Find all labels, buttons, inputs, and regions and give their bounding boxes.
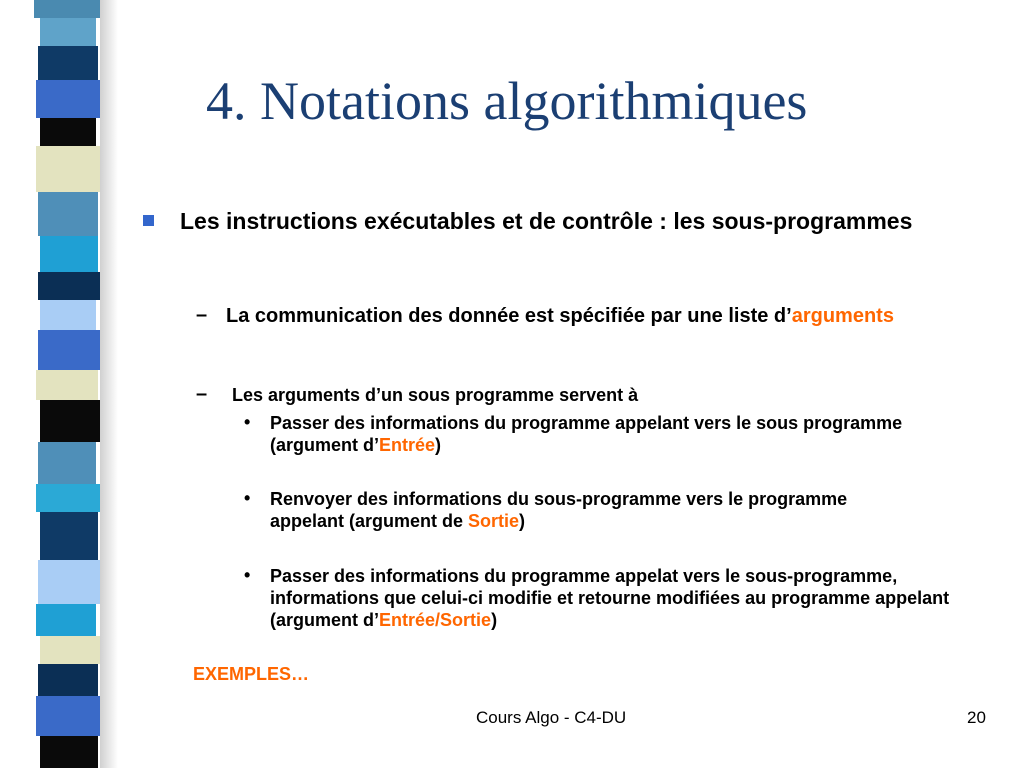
strip-band xyxy=(38,560,100,604)
bullet-level1: Les instructions exécutables et de contrôle : les sous-programmes xyxy=(180,208,913,234)
strip-band xyxy=(36,696,100,736)
highlight-arguments: arguments xyxy=(791,305,894,327)
bullet-level3-2 xyxy=(270,488,890,532)
strip-band xyxy=(36,80,100,118)
strip-band xyxy=(36,604,96,636)
strip-band xyxy=(38,46,98,80)
slide-title: 4. Notations algorithmiques xyxy=(206,71,808,131)
item-text: Passer des informations du programme appelant vers le sous programme (argument d’ xyxy=(270,413,903,455)
bullet-text: La communication des donnée est spécifiée par une liste d’ xyxy=(226,305,792,327)
square-bullet-icon xyxy=(143,215,154,226)
strip-band xyxy=(36,484,100,512)
decorative-strip xyxy=(0,0,118,768)
bullet-level3-3 xyxy=(270,565,950,631)
strip-band xyxy=(40,300,96,330)
strip-band xyxy=(36,370,98,400)
dash-bullet-icon: – xyxy=(196,383,208,405)
dash-bullet-icon: – xyxy=(196,304,208,326)
strip-band xyxy=(38,330,100,370)
strip-band xyxy=(40,18,96,46)
dot-bullet-icon: • xyxy=(244,488,251,508)
strip-shadow xyxy=(100,0,118,768)
strip-band xyxy=(38,192,98,236)
highlight-entree-sortie: Entrée/Sortie xyxy=(379,610,492,630)
strip-band xyxy=(40,512,98,560)
bullet-level2-2: Les arguments d’un sous programme servent à xyxy=(232,385,639,405)
item-text: Renvoyer des informations du sous-programme vers le programme appelant (argument de xyxy=(270,489,848,531)
item-text: Passer des informations du programme appelat vers le sous-programme, informations que celui-ci modifie et retourne modifiées au programme appelant (argument d’ xyxy=(270,566,950,630)
strip-band xyxy=(40,736,98,768)
strip-band xyxy=(38,664,98,696)
strip-band xyxy=(40,236,98,272)
strip-band xyxy=(38,272,100,300)
item-suffix: ) xyxy=(491,610,498,630)
highlight-sortie: Sortie xyxy=(468,511,520,531)
strip-band xyxy=(40,636,100,664)
examples-label: EXEMPLES… xyxy=(193,664,310,684)
highlight-entree: Entrée xyxy=(379,435,436,455)
page-number: 20 xyxy=(967,708,986,727)
item-suffix: ) xyxy=(519,511,526,531)
strip-band xyxy=(34,0,100,18)
dot-bullet-icon: • xyxy=(244,565,251,585)
item-suffix: ) xyxy=(435,435,442,455)
footer-course: Cours Algo - C4-DU xyxy=(476,708,627,727)
strip-band xyxy=(40,400,100,442)
strip-band xyxy=(40,118,96,146)
strip-band xyxy=(38,442,96,484)
dot-bullet-icon: • xyxy=(244,412,251,432)
strip-band xyxy=(36,146,100,192)
bullet-level3-1 xyxy=(270,412,970,456)
bullet-level2-1 xyxy=(226,304,956,328)
